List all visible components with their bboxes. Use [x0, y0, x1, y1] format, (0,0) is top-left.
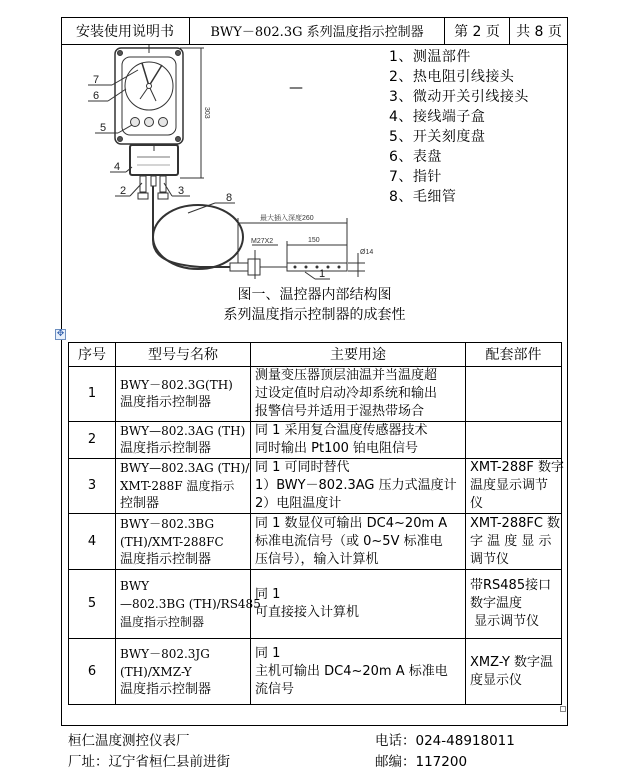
- legend-item: 7、指针: [389, 169, 442, 185]
- callout-6: 6: [93, 90, 100, 102]
- doc-title: BWY－802.3G 系列温度指示控制器: [190, 17, 445, 44]
- legend-item: 4、接线端子盒: [389, 109, 486, 125]
- callout-2: 2: [120, 185, 127, 197]
- callout-7: 7: [93, 74, 100, 86]
- row-use: 同 1 可直接接入计算机: [251, 570, 466, 639]
- row-parts: 带RS485接口 数字温度 显示调节仪: [466, 570, 562, 639]
- page-number: 第 2 页: [445, 17, 510, 44]
- parts-legend: [389, 47, 529, 207]
- document-header: [61, 17, 568, 45]
- legend-item: 8、毛细管: [389, 189, 457, 205]
- row-use: 同 1 采用复合温度传感器技术 同时输出 Pt100 铂电阻信号: [251, 422, 466, 459]
- row-no: 2: [69, 422, 116, 459]
- svg-text:M27X2: M27X2: [251, 238, 274, 245]
- svg-text:Ø14: Ø14: [360, 249, 374, 256]
- table-row: [69, 459, 562, 514]
- callout-8: 8: [226, 192, 233, 204]
- table-move-handle-icon[interactable]: ✥: [56, 329, 65, 339]
- col-header-model: 型号与名称: [116, 343, 251, 367]
- figure-dash: —: [289, 80, 303, 96]
- col-header-parts: 配套部件: [466, 343, 562, 367]
- svg-text:150: 150: [308, 237, 320, 244]
- svg-text:303: 303: [203, 107, 210, 119]
- col-header-use: 主要用途: [251, 343, 466, 367]
- row-model: BWY－802.3JG (TH)/XMZ-Y 温度指示控制器: [116, 639, 251, 705]
- row-parts: XMT-288F 数字 温度显示调节 仪: [466, 459, 562, 514]
- product-set-table: [68, 342, 562, 705]
- legend-item: 1、测温部件: [389, 49, 471, 65]
- table-row: [69, 639, 562, 705]
- table-row: [69, 514, 562, 570]
- company-address: 厂址：辽宁省桓仁县前进街: [68, 754, 230, 770]
- table-resize-handle[interactable]: [560, 706, 566, 712]
- row-use: 同 1 主机可输出 DC4~20m A 标准电 流信号: [251, 639, 466, 705]
- row-model: BWY－802.3BG (TH)/XMT-288FC 温度指示控制器: [116, 514, 251, 570]
- callout-1: 1: [319, 268, 326, 280]
- table-row: [69, 367, 562, 422]
- callout-5: 5: [100, 122, 107, 134]
- row-use: 同 1 数显仪可输出 DC4~20m A 标准电流信号（或 0~5V 标准电 压信号），输入计算机: [251, 514, 466, 570]
- page-total: 共 8 页: [516, 23, 562, 40]
- company-phone: 电话：024-48918011: [375, 733, 515, 749]
- row-model: BWY—802.3AG (TH) 温度指示控制器: [116, 422, 251, 459]
- table-title: 系列温度指示控制器的成套性: [223, 307, 406, 323]
- row-use: 测量变压器顶层油温并当温度超 过设定值时启动冷却系统和输出 报警信号并适用于湿热带场合: [251, 367, 466, 422]
- row-use: 同 1 可同时替代 1）BWY－802.3AG 压力式温度计 2）电阻温度计: [251, 459, 466, 514]
- legend-item: 6、表盘: [389, 149, 442, 165]
- row-no: 1: [69, 367, 116, 422]
- table-header-row: [69, 343, 562, 367]
- legend-item: 2、热电阻引线接头: [389, 69, 515, 85]
- controller-structure-diagram: [80, 45, 380, 285]
- row-no: 3: [69, 459, 116, 514]
- row-no: 5: [69, 570, 116, 639]
- row-parts: [466, 367, 562, 422]
- row-parts: XMT-288FC 数 字 温 度 显 示 调节仪: [466, 514, 562, 570]
- table-row: [69, 570, 562, 639]
- callout-3: 3: [178, 185, 185, 197]
- row-parts: XMZ-Y 数字温 度显示仪: [466, 639, 562, 705]
- company-name: 桓仁温度测控仪表厂: [68, 733, 190, 749]
- svg-text:最大插入深度260: 最大插入深度260: [260, 215, 314, 222]
- row-model: BWY —802.3BG (TH)/RS485 温度指示控制器: [116, 570, 251, 639]
- col-header-no: 序号: [69, 343, 116, 367]
- table-row: [69, 422, 562, 459]
- doc-type-label: 安装使用说明书: [61, 17, 190, 44]
- row-model: BWY－802.3G(TH) 温度指示控制器: [116, 367, 251, 422]
- row-model: BWY—802.3AG (TH)/ XMT-288F 温度指示 控制器: [116, 459, 251, 514]
- legend-item: 3、微动开关引线接头: [389, 89, 529, 105]
- figure-caption: 图一、温控器内部结构图: [237, 287, 392, 303]
- row-no: 4: [69, 514, 116, 570]
- row-no: 6: [69, 639, 116, 705]
- legend-item: 5、开关刻度盘: [389, 129, 486, 145]
- company-postcode: 邮编：117200: [375, 754, 468, 770]
- row-parts: [466, 422, 562, 459]
- callout-4: 4: [114, 161, 121, 173]
